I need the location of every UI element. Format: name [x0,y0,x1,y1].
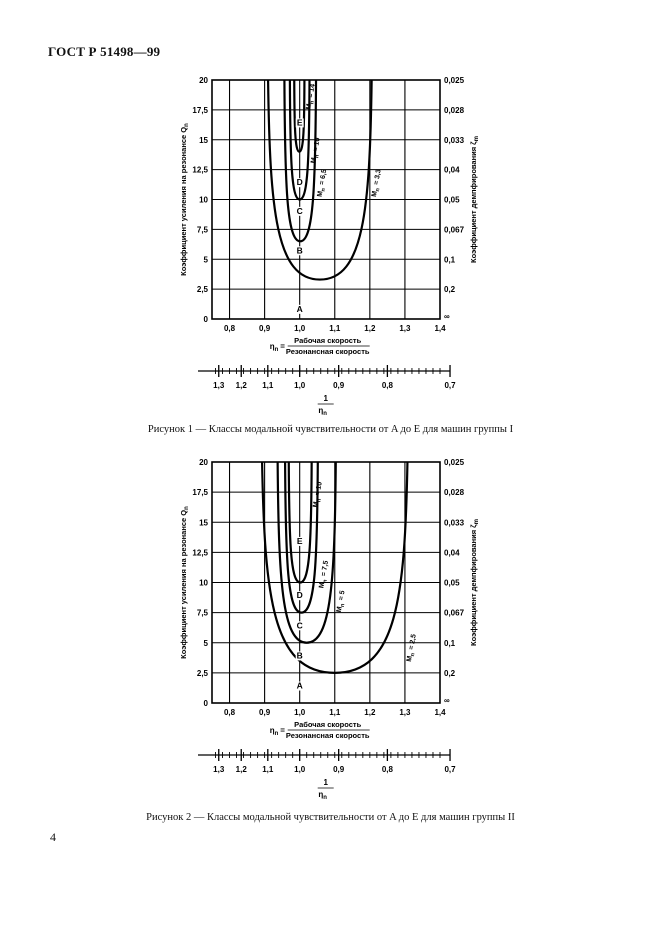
reciprocal-label-eta: η [318,406,324,415]
y-right-axis-label-main: Коэффициент демпфирования ζ [469,524,478,646]
x-label-eta-sub: n [274,347,279,353]
figure-2-chart [0,444,661,844]
curve-label-0 [406,634,420,663]
curve-label-text [310,137,323,164]
reciprocal-tick-label: 1,0 [294,381,306,390]
right-tick-label: 0,04 [444,165,460,175]
curve-label-m: M [370,190,379,198]
reciprocal-tick-label: 0,8 [381,381,393,390]
x-label-eta [270,342,286,353]
y-tick-label: 2,5 [196,668,208,678]
y-tick-label: 12,5 [192,165,208,175]
curve-label-value: = 2,5 [407,633,418,653]
reciprocal-label-eta: η [318,790,324,799]
right-tick-label: 0,2 [444,668,456,678]
curve-label-value: = 14 [307,83,317,101]
curve-label-value: = 5 [337,589,347,603]
curve-label-sub: n [374,187,382,193]
reciprocal-tick-label: 1,3 [213,765,225,774]
y-tick-label: 12,5 [192,548,208,558]
reciprocal-tick-label: 0,7 [444,765,456,774]
curve-label-text [371,169,385,198]
x-tick-label: 1,0 [294,324,306,333]
y-tick-label: 20 [199,76,208,85]
reciprocal-label-sub: n [323,795,327,801]
zone-label-D: D [296,590,303,601]
zone-label-E: E [296,117,303,128]
y-tick-label: 0 [203,315,208,324]
curve-label-value: = 6,5 [318,168,329,188]
y-tick-label: 20 [199,458,208,467]
curve-label-m: M [335,606,344,613]
y-axis-label-sub: n [184,506,190,510]
reciprocal-tick-label: 0,7 [444,381,456,390]
x-label-eta-sym: η [269,342,275,351]
y-tick-label: 10 [199,578,208,588]
reciprocal-label-sub: n [323,411,327,417]
x-label-eq: = [280,342,285,351]
x-label-eta-sub: n [274,731,279,737]
x-tick-label: 1,3 [399,324,411,333]
y-axis-label-main: Коэффициент усиления на резонансе Q [179,509,188,659]
y-tick-label: 7,5 [196,608,208,618]
reciprocal-label-numerator: 1 [323,778,328,787]
y-right-axis-label-sub: m [474,136,480,142]
x-tick-label: 0,9 [259,324,271,333]
y-tick-label: 5 [203,638,208,648]
x-label-numerator: Рабочая скорость [294,720,362,729]
right-tick-label: 0,1 [444,255,456,265]
x-label-eta [270,726,286,737]
x-tick-label: 0,8 [223,324,236,333]
zone-label-C: C [296,205,303,216]
curve-label-m: M [312,501,321,509]
zone-label-B: B [296,650,303,661]
y-tick-label: 17,5 [192,488,208,498]
zone-label-A: A [296,303,303,314]
curve-label-sub: n [314,154,321,159]
x-tick-label: 1,1 [329,708,341,717]
right-tick-label: 0,028 [444,105,465,115]
reciprocal-tick-label: 0,9 [333,381,345,390]
x-tick-label: 1,1 [329,324,341,333]
x-tick-label: 0,8 [223,708,236,717]
zone-label-C: C [296,620,303,631]
x-label-denominator: Резонансная скорость [285,347,370,356]
x-tick-label: 1,4 [434,708,446,717]
reciprocal-tick-label: 1,0 [294,765,306,774]
curve-label-2 [318,560,332,589]
reciprocal-label-denominator [318,406,327,417]
y-right-axis-label-text [469,519,480,646]
right-tick-label: 0,067 [444,608,465,618]
y-tick-label: 5 [203,255,208,265]
curve-label-value: = 3,3 [372,168,383,188]
curve-label-text [318,560,332,589]
zone-label-D: D [296,177,303,188]
curve-label-value: = 10 [312,137,322,154]
right-tick-label: ∞ [444,312,450,321]
zone-label-E: E [296,535,303,546]
right-tick-label: 0,05 [444,195,460,205]
x-tick-label: 1,3 [399,708,411,717]
right-tick-label: ∞ [444,696,450,705]
zone-label-B: B [296,245,303,256]
y-axis-label-sub: n [184,123,190,127]
x-label-numerator: Рабочая скорость [294,336,362,345]
reciprocal-tick-label: 1,1 [262,381,274,390]
x-tick-label: 1,4 [434,324,446,333]
y-tick-label: 0 [203,699,208,708]
reciprocal-tick-label: 0,8 [381,765,393,774]
curve-label-m: M [318,581,327,589]
x-label-denominator: Резонансная скорость [285,731,370,740]
right-tick-label: 0,067 [444,225,465,235]
curve-label-2 [310,137,323,164]
curve-label-0 [371,169,385,198]
y-right-axis-label-text [469,136,480,263]
reciprocal-tick-label: 1,2 [235,381,247,390]
right-tick-label: 0,025 [444,76,465,85]
curve-label-1 [336,590,349,613]
right-tick-label: 0,033 [444,135,465,145]
curve-label-value: = 10 [314,481,324,499]
reciprocal-tick-label: 1,2 [235,765,247,774]
x-tick-label: 1,0 [294,708,306,717]
curve-label-m: M [305,103,314,111]
right-tick-label: 0,028 [444,488,465,498]
y-tick-label: 17,5 [192,105,208,115]
reciprocal-label-numerator: 1 [323,394,328,403]
y-right-axis-label-sub: m [474,519,480,525]
figure-1-chart [0,60,661,480]
curve-label-text [317,169,331,198]
x-label-eta-sym: η [269,726,275,735]
y-right-axis-label [469,136,480,263]
reciprocal-tick-label: 1,3 [213,381,225,390]
y-tick-label: 15 [199,518,208,528]
reciprocal-tick-label: 0,9 [333,765,345,774]
reciprocal-label-denominator [318,790,327,801]
curve-label-text [406,634,420,663]
y-right-axis-label [469,519,480,646]
right-tick-label: 0,05 [444,578,460,588]
y-axis-label-text [179,506,190,659]
x-tick-label: 1,2 [364,324,376,333]
y-tick-label: 2,5 [196,285,208,295]
right-tick-label: 0,2 [444,285,456,295]
x-tick-label: 0,9 [259,708,271,717]
curve-label-text [336,590,349,613]
right-tick-label: 0,033 [444,518,465,528]
curve-label-m: M [405,655,414,663]
y-axis-label-text [179,123,190,276]
figure-1-caption: Рисунок 1 — Классы модальной чувствительности от A до E для машин группы I [147,424,514,435]
x-tick-label: 1,2 [364,708,376,717]
curve-label-sub: n [309,100,316,105]
figure-2-caption: Рисунок 2 — Классы модальной чувствительности от A до E для машин группы II [146,812,515,823]
reciprocal-tick-label: 1,1 [262,765,274,774]
curve-label-sub: n [339,603,347,608]
curve-label-1 [317,169,331,198]
curve-label-m: M [310,157,319,164]
curve-label-text [312,481,325,508]
y-tick-label: 15 [199,135,208,145]
curve-label-sub: n [316,498,323,503]
right-tick-label: 0,04 [444,548,460,558]
curve-label-sub: n [409,652,417,657]
y-tick-label: 10 [199,195,208,205]
zone-label-A: A [296,680,303,691]
document-header: ГОСТ Р 51498—99 [48,44,161,59]
y-tick-label: 7,5 [196,225,208,235]
curve-label-sub: n [322,579,329,584]
curve-label-value: = 7,5 [320,560,331,579]
curve-label-3 [312,481,325,508]
x-label-eq: = [280,726,285,735]
page-number: 4 [50,830,56,844]
curve-label-sub: n [320,187,328,193]
y-axis-label-main: Коэффициент усиления на резонансе Q [179,126,188,276]
y-axis-label [179,506,190,659]
y-right-axis-label-main: Коэффициент демпфирования ζ [469,141,478,263]
y-axis-label [179,123,190,276]
right-tick-label: 0,1 [444,638,456,648]
right-tick-label: 0,025 [444,458,465,467]
curve-label-m: M [316,190,325,198]
